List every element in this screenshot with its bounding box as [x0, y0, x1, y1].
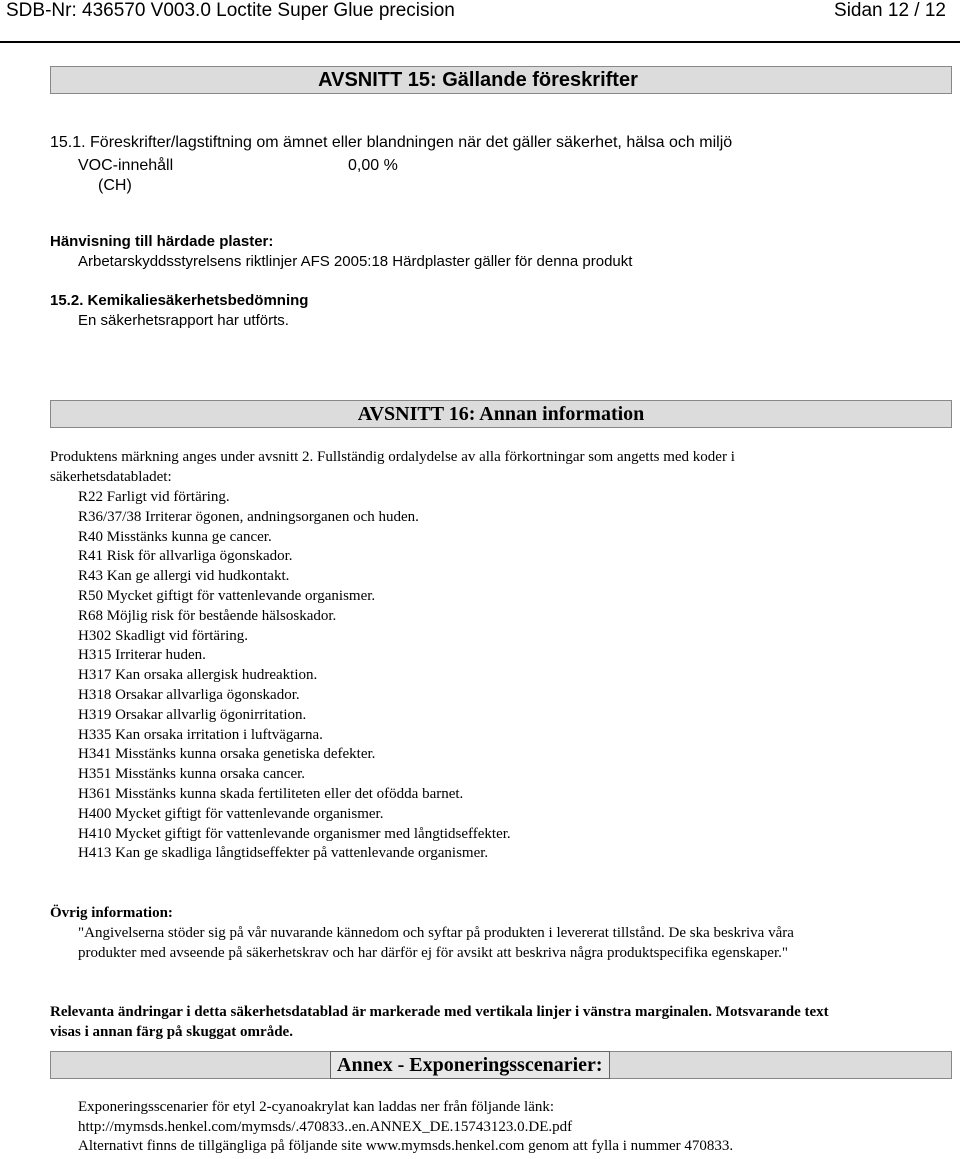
other-info-line-1: "Angivelserna stöder sig på vår nuvarande kännedom och syftar på produkten i levererat tillstånd. De ska beskriva våra	[78, 925, 794, 941]
list-item: H351 Misstänks kunna orsaka cancer.	[78, 766, 306, 783]
annex-title: Annex - Exponeringsscenarier:	[330, 1051, 610, 1079]
safety-report-text: En säkerhetsrapport har utförts.	[78, 312, 289, 329]
voc-region: (CH)	[98, 177, 132, 194]
voc-value: 0,00 %	[348, 157, 398, 174]
other-info-heading: Övrig information:	[50, 905, 173, 921]
list-item: H317 Kan orsaka allergisk hudreaktion.	[78, 667, 318, 684]
section-15-2-heading: 15.2. Kemikaliesäkerhetsbedömning	[50, 292, 309, 309]
list-item: H319 Orsakar allvarlig ögonirritation.	[78, 706, 307, 723]
annex-line-1: Exponeringsscenarier för etyl 2-cyanoakrylat kan laddas ner från följande länk:	[78, 1099, 555, 1115]
document-info: SDB-Nr: 436570 V003.0 Loctite Super Glue precision	[6, 0, 455, 21]
plaster-heading: Hänvisning till härdade plaster:	[50, 233, 274, 250]
list-item: R41 Risk för allvarliga ögonskador.	[78, 548, 293, 565]
changes-note-line-1: Relevanta ändringar i detta säkerhetsdatablad är markerade med vertikala linjer i vänstra marginalen. Motsvarande text	[50, 1004, 829, 1020]
section-15-title: AVSNITT 15: Gällande föreskrifter	[318, 69, 638, 91]
annex-link[interactable]: http://mymsds.henkel.com/mymsds/.470833..en.ANNEX_DE.15743123.0.DE.pdf	[78, 1119, 573, 1135]
section-16-title: AVSNITT 16: Annan information	[357, 403, 645, 425]
hazard-phrase-list	[78, 488, 511, 864]
voc-label: VOC-innehåll	[78, 157, 174, 174]
section-16-intro-line-1: Produktens märkning anges under avsnitt 2. Fullständig ordalydelse av alla förkortningar som angetts med koder i	[50, 449, 735, 465]
list-item: H410 Mycket giftigt för vattenlevande organismer med långtidseffekter.	[78, 825, 511, 842]
list-item: H413 Kan ge skadliga långtidseffekter på vattenlevande organismer.	[78, 845, 489, 862]
section-16-intro-line-2: säkerhetsdatabladet:	[50, 469, 172, 485]
list-item: H400 Mycket giftigt för vattenlevande organismer.	[78, 805, 384, 822]
list-item: R22 Farligt vid förtäring.	[78, 489, 230, 505]
section-15-1-heading: 15.1. Föreskrifter/lagstiftning om ämnet eller blandningen när det gäller säkerhet, hälsa och miljö	[50, 134, 733, 151]
plaster-text: Arbetarskyddsstyrelsens riktlinjer AFS 2005:18 Härdplaster gäller för denna produkt	[78, 253, 633, 270]
section-16-band	[50, 400, 952, 428]
header-divider	[0, 41, 960, 43]
list-item: R50 Mycket giftigt för vattenlevande organismer.	[78, 587, 376, 604]
list-item: H361 Misstänks kunna skada fertiliteten eller det ofödda barnet.	[78, 785, 464, 802]
section-15-band	[50, 66, 952, 94]
list-item: H341 Misstänks kunna orsaka genetiska defekter.	[78, 746, 376, 763]
list-item: R36/37/38 Irriterar ögonen, andningsorganen och huden.	[78, 508, 419, 525]
other-info-line-2: produkter med avseende på säkerhetskrav och har därför ej för avsikt att beskriva några produktspecifika egenskaper."	[78, 945, 789, 961]
changes-note-line-2: visas i annan färg på skuggat område.	[50, 1024, 293, 1040]
list-item: H302 Skadligt vid förtäring.	[78, 627, 248, 644]
list-item: H335 Kan orsaka irritation i luftvägarna.	[78, 726, 323, 743]
list-item: H318 Orsakar allvarliga ögonskador.	[78, 686, 300, 703]
list-item: R43 Kan ge allergi vid hudkontakt.	[78, 568, 290, 585]
list-item: R68 Möjlig risk för bestående hälsoskador.	[78, 607, 337, 624]
list-item: R40 Misstänks kunna ge cancer.	[78, 528, 272, 545]
annex-line-3: Alternativt finns de tillgängliga på följande site www.mymsds.henkel.com genom att fylla i nummer 470833.	[78, 1138, 734, 1154]
list-item: H315 Irriterar huden.	[78, 647, 206, 664]
page-number: Sidan 12 / 12	[834, 0, 946, 21]
